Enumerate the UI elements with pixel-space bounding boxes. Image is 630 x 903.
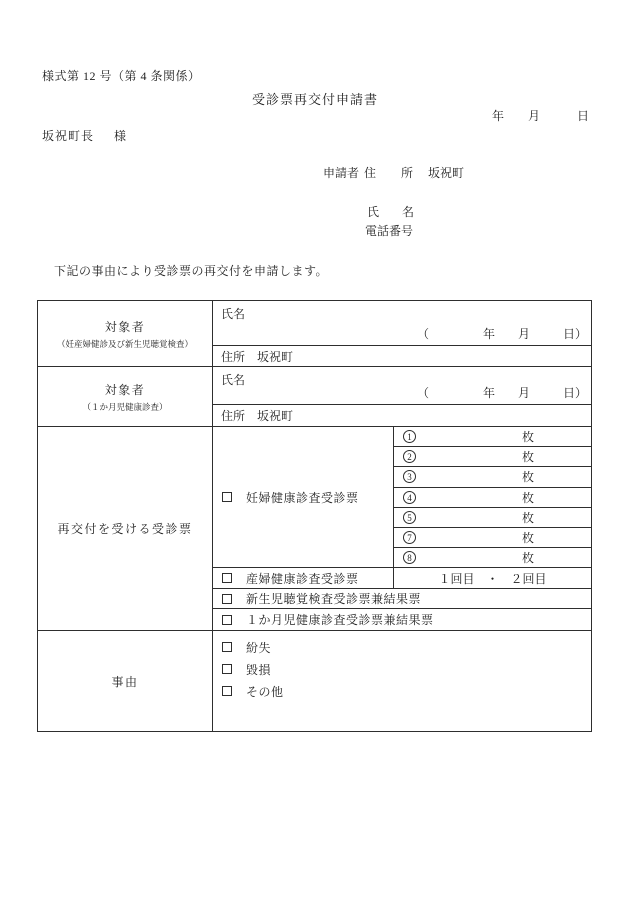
circled-number-icon: 8 — [403, 551, 416, 564]
subject1-name-cell — [213, 301, 591, 346]
postpartum-checkup-row — [213, 568, 591, 589]
subject1-address-value: 坂祝町 — [257, 349, 294, 364]
pregnant-checkup-cell — [213, 427, 394, 567]
subject2-address-label: 住所 — [221, 409, 246, 423]
applicant-address-row — [323, 164, 464, 181]
circled-number-icon: 1 — [403, 430, 416, 443]
count-row — [394, 487, 591, 507]
year-label: 年 — [483, 386, 496, 400]
application-statement: 下記の事由により受診票の再交付を申請します。 — [54, 264, 329, 278]
subject1-label: 対象者 — [104, 319, 146, 334]
subject2-label: 対象者 — [104, 382, 146, 397]
reissue-section — [213, 427, 591, 631]
reason-item-damaged — [213, 658, 591, 680]
postpartum-checkup-cell — [213, 568, 394, 588]
subject2-sublabel: （１か月児健康診査） — [82, 401, 168, 412]
name-label-a: 氏 — [367, 205, 380, 219]
table-main-column — [213, 301, 591, 731]
reason-section — [213, 631, 591, 731]
addressee-name: 坂祝町長 — [42, 129, 95, 143]
circled-number-icon: 2 — [403, 450, 416, 463]
subject2-name-cell — [213, 367, 591, 405]
name-label-b: 名 — [402, 205, 415, 219]
year-label: 年 — [483, 327, 496, 341]
subject1-label-cell — [38, 301, 212, 367]
pregnant-checkup-checkbox-icon[interactable] — [222, 492, 232, 502]
subject2-label-cell — [38, 367, 212, 427]
count-unit-label: 枚 — [522, 450, 535, 465]
subject1-row — [213, 301, 591, 367]
subject2-address-cell — [213, 405, 591, 426]
count-unit-label: 枚 — [522, 551, 535, 566]
newborn-hearing-checkbox-icon[interactable] — [222, 594, 232, 604]
count-row — [394, 466, 591, 486]
count-unit-label: 枚 — [522, 531, 535, 546]
applicant-label: 申請者 — [323, 166, 360, 180]
subject1-address-label: 住所 — [221, 349, 246, 364]
reissue-label-cell — [38, 427, 212, 631]
subject1-name-label: 氏名 — [221, 307, 246, 321]
date-year-label: 年 — [492, 109, 505, 123]
reissue-label: 再交付を受ける受診票 — [57, 522, 193, 536]
day-label: 日） — [563, 327, 588, 341]
reason-other-checkbox-icon[interactable] — [222, 686, 232, 696]
date-line — [492, 107, 589, 124]
phone-label: 電話番号 — [365, 224, 414, 238]
reason-damaged-checkbox-icon[interactable] — [222, 664, 232, 674]
postpartum-options-cell — [394, 568, 591, 588]
count-unit-label: 枚 — [522, 470, 535, 485]
form-number: 様式第 12 号（第 4 条関係） — [42, 69, 201, 83]
address-label-a: 住 — [364, 166, 377, 180]
day-label: 日） — [563, 386, 588, 400]
circled-number-icon: 7 — [403, 531, 416, 544]
circled-number-icon: 5 — [403, 511, 416, 524]
address-label-b: 所 — [401, 166, 414, 180]
pregnant-checkup-counts — [394, 427, 591, 567]
count-row — [394, 427, 591, 446]
reason-other-label: その他 — [246, 684, 284, 699]
reason-damaged-label: 毀損 — [246, 662, 272, 677]
postpartum-options: １回目 ・ ２回目 — [438, 571, 547, 586]
subject1-birthdate-field — [417, 325, 587, 342]
application-table — [37, 300, 592, 732]
reason-label: 事由 — [111, 674, 139, 689]
reason-lost-checkbox-icon[interactable] — [222, 642, 232, 652]
newborn-hearing-row — [213, 589, 591, 609]
postpartum-checkup-label: 産婦健康診査受診票 — [246, 571, 359, 586]
subject2-row — [213, 367, 591, 427]
addressee-line — [42, 127, 127, 144]
subject1-address-cell — [213, 346, 591, 366]
paren-open: （ — [417, 327, 430, 341]
month-label: 月 — [518, 386, 531, 400]
postpartum-checkup-checkbox-icon[interactable] — [222, 573, 232, 583]
newborn-hearing-label: 新生児聴覚検査受診票兼結果票 — [246, 592, 422, 607]
reason-item-lost — [213, 636, 591, 658]
count-row — [394, 446, 591, 466]
one-month-checkup-checkbox-icon[interactable] — [222, 615, 232, 625]
circled-number-icon: 3 — [403, 470, 416, 483]
one-month-checkup-label: １か月児健康診査受診票兼結果票 — [246, 613, 434, 628]
count-unit-label: 枚 — [522, 430, 535, 445]
addressee-honorific: 様 — [114, 129, 128, 143]
subject2-name-label: 氏名 — [221, 373, 246, 387]
page-title: 受診票再交付申請書 — [251, 92, 378, 107]
applicant-name-row — [367, 203, 414, 220]
subject2-address-value: 坂祝町 — [257, 409, 294, 423]
date-month-label: 月 — [528, 109, 541, 123]
circled-number-icon: 4 — [403, 491, 416, 504]
table-label-column — [38, 301, 213, 731]
pregnant-checkup-label: 妊婦健康診査受診票 — [246, 490, 359, 505]
count-unit-label: 枚 — [522, 490, 535, 505]
count-row — [394, 547, 591, 567]
reason-lost-label: 紛失 — [246, 640, 272, 655]
one-month-checkup-row — [213, 609, 591, 630]
subject2-birthdate-field — [417, 384, 587, 401]
count-row — [394, 507, 591, 527]
date-day-label: 日 — [577, 109, 590, 123]
reason-item-other — [213, 680, 591, 702]
applicant-address-value: 坂祝町 — [428, 166, 465, 180]
count-row — [394, 527, 591, 547]
month-label: 月 — [518, 327, 531, 341]
paren-open: （ — [417, 386, 430, 400]
subject1-sublabel: （妊産婦健診及び新生児聴覚検査） — [56, 338, 193, 349]
reason-label-cell — [38, 631, 212, 731]
pregnant-checkup-row — [213, 427, 591, 568]
count-unit-label: 枚 — [522, 510, 535, 525]
